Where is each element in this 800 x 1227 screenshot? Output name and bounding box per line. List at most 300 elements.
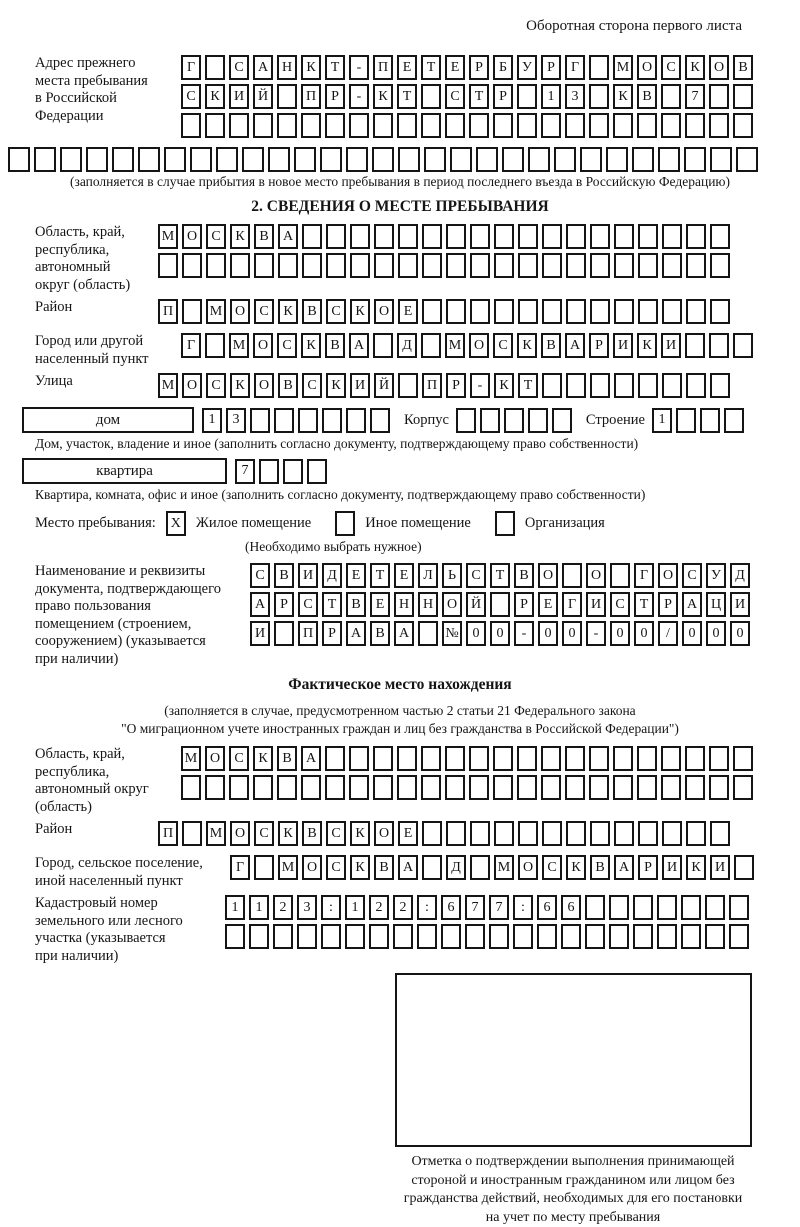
char-cell: /: [658, 621, 678, 646]
label-line: республика,: [35, 242, 158, 260]
char-cell: :: [513, 895, 533, 920]
korpus-grid: [456, 408, 576, 433]
char-cell: [230, 253, 250, 278]
char-cell: К: [278, 821, 298, 846]
char-cell: [326, 253, 346, 278]
char-cell: [470, 253, 490, 278]
prev-address-label: [0, 55, 181, 125]
char-cell: [259, 459, 279, 484]
char-cell: [249, 924, 269, 949]
char-cell: И: [662, 855, 682, 880]
char-cell: [298, 408, 318, 433]
char-cell: [8, 147, 30, 172]
char-cell: Н: [394, 592, 414, 617]
char-cell: [566, 821, 586, 846]
char-cell: Р: [446, 373, 466, 398]
char-cell: [469, 113, 489, 138]
char-cell: М: [206, 299, 226, 324]
char-cell: Р: [589, 333, 609, 358]
region-field: [0, 224, 800, 294]
char-cell: [734, 855, 754, 880]
char-cell: [590, 299, 610, 324]
char-cell: [470, 855, 490, 880]
char-cell: У: [706, 563, 726, 588]
char-cell: В: [374, 855, 394, 880]
char-cell: 6: [537, 895, 557, 920]
char-cell: Р: [469, 55, 489, 80]
char-cell: К: [566, 855, 586, 880]
char-cell: М: [206, 821, 226, 846]
char-cell: [86, 147, 108, 172]
char-cell: [321, 924, 341, 949]
label-line: Наименование и реквизиты: [35, 563, 250, 581]
char-cell: [369, 924, 389, 949]
char-cell: [307, 459, 327, 484]
char-cell: [302, 224, 322, 249]
char-cell: [205, 775, 225, 800]
char-cell: [445, 775, 465, 800]
char-cell: [493, 746, 513, 771]
char-cell: [450, 147, 472, 172]
char-cell: С: [445, 84, 465, 109]
char-cell: К: [301, 55, 321, 80]
char-cell: С: [302, 373, 322, 398]
char-cell: Е: [398, 299, 418, 324]
label-line: документа, подтверждающего: [35, 581, 250, 599]
char-cell: [566, 299, 586, 324]
actual-region-row-1: [181, 746, 757, 771]
char-cell: С: [277, 333, 297, 358]
confirmation-stamp-area: [395, 973, 752, 1147]
char-cell: О: [253, 333, 273, 358]
char-cell: В: [254, 224, 274, 249]
char-cell: [517, 84, 537, 109]
char-cell: [614, 224, 634, 249]
char-cell: [205, 55, 225, 80]
char-cell: [349, 113, 369, 138]
document-row-1: [250, 563, 754, 588]
char-cell: [182, 299, 202, 324]
char-cell: [422, 821, 442, 846]
char-cell: [302, 253, 322, 278]
char-cell: 1: [345, 895, 365, 920]
actual-district-grid: [158, 821, 734, 850]
char-cell: О: [230, 299, 250, 324]
char-cell: О: [469, 333, 489, 358]
char-cell: [205, 113, 225, 138]
char-cell: [398, 147, 420, 172]
char-cell: И: [613, 333, 633, 358]
char-cell: Е: [398, 821, 418, 846]
char-cell: Т: [325, 55, 345, 80]
char-cell: [733, 84, 753, 109]
char-cell: [398, 373, 418, 398]
char-cell: [585, 895, 605, 920]
char-cell: [565, 775, 585, 800]
char-cell: [528, 408, 548, 433]
char-cell: Ц: [706, 592, 726, 617]
char-cell: 0: [610, 621, 630, 646]
char-cell: [373, 775, 393, 800]
char-cell: А: [682, 592, 702, 617]
char-cell: [589, 84, 609, 109]
char-cell: К: [350, 855, 370, 880]
stroenie-label: Строение: [586, 412, 645, 429]
char-cell: Т: [370, 563, 390, 588]
char-cell: [661, 775, 681, 800]
char-cell: [638, 373, 658, 398]
char-cell: С: [326, 299, 346, 324]
char-cell: [326, 224, 346, 249]
char-cell: [710, 224, 730, 249]
char-cell: И: [350, 373, 370, 398]
house-row: [22, 407, 800, 433]
char-cell: [397, 113, 417, 138]
char-cell: [182, 821, 202, 846]
char-cell: Т: [634, 592, 654, 617]
char-cell: [502, 147, 524, 172]
char-cell: [470, 224, 490, 249]
region-row-1: [158, 224, 734, 249]
actual-district-row: [158, 821, 734, 846]
prev-address-overflow-row: [8, 147, 800, 172]
char-cell: [565, 113, 585, 138]
char-cell: [589, 775, 609, 800]
char-cell: [494, 253, 514, 278]
char-cell: О: [442, 592, 462, 617]
char-cell: О: [374, 821, 394, 846]
char-cell: И: [730, 592, 750, 617]
char-cell: [277, 113, 297, 138]
char-cell: М: [445, 333, 465, 358]
actual-location-title: Фактическое место нахождения: [0, 676, 800, 694]
char-cell: [250, 408, 270, 433]
char-cell: [301, 113, 321, 138]
char-cell: О: [709, 55, 729, 80]
char-cell: Г: [181, 333, 201, 358]
char-cell: Д: [730, 563, 750, 588]
char-cell: :: [417, 895, 437, 920]
char-cell: [566, 373, 586, 398]
char-cell: [470, 299, 490, 324]
char-cell: [662, 224, 682, 249]
char-cell: К: [517, 333, 537, 358]
char-cell: [254, 855, 274, 880]
char-cell: [685, 746, 705, 771]
char-cell: К: [373, 84, 393, 109]
char-cell: [274, 408, 294, 433]
char-cell: [181, 775, 201, 800]
char-cell: К: [637, 333, 657, 358]
char-cell: Т: [322, 592, 342, 617]
section2-title: 2. СВЕДЕНИЯ О МЕСТЕ ПРЕБЫВАНИЯ: [0, 198, 800, 216]
actual-region-grid: [181, 746, 757, 804]
char-cell: [733, 775, 753, 800]
char-cell: [493, 113, 513, 138]
char-cell: [681, 895, 701, 920]
char-cell: [566, 224, 586, 249]
page-side-note: Оборотная сторона первого листа: [0, 18, 742, 35]
char-cell: [590, 821, 610, 846]
char-cell: Р: [493, 84, 513, 109]
char-cell: И: [661, 333, 681, 358]
label-line: "О миграционном учете иностранных граждан и лиц без гражданства в Российской Федерации"): [0, 720, 800, 738]
stay-option-residential-checkbox: X: [166, 511, 186, 536]
char-cell: [518, 821, 538, 846]
char-cell: [325, 746, 345, 771]
char-cell: [182, 253, 202, 278]
char-cell: В: [302, 299, 322, 324]
label-line: Федерации: [35, 108, 181, 126]
char-cell: [614, 373, 634, 398]
char-cell: 7: [465, 895, 485, 920]
char-cell: [614, 253, 634, 278]
char-cell: [398, 253, 418, 278]
char-cell: О: [182, 224, 202, 249]
label-line: Область, край,: [35, 746, 181, 764]
char-cell: Д: [397, 333, 417, 358]
char-cell: [446, 299, 466, 324]
stay-option-other-checkbox: [335, 511, 355, 536]
char-cell: [374, 253, 394, 278]
char-cell: К: [253, 746, 273, 771]
char-cell: В: [637, 84, 657, 109]
label-line: Отметка о подтверждении выполнения принимающей: [373, 1153, 773, 1172]
char-cell: [273, 924, 293, 949]
char-cell: [541, 775, 561, 800]
char-cell: В: [274, 563, 294, 588]
document-row-2: [250, 592, 754, 617]
char-cell: [190, 147, 212, 172]
char-cell: 0: [730, 621, 750, 646]
char-cell: Г: [181, 55, 201, 80]
char-cell: Й: [466, 592, 486, 617]
char-cell: [253, 113, 273, 138]
char-cell: 1: [652, 408, 672, 433]
apartment-label-box: квартира: [22, 458, 227, 484]
label-line: Город, сельское поселение,: [35, 855, 230, 873]
char-cell: [637, 746, 657, 771]
char-cell: О: [230, 821, 250, 846]
char-cell: [613, 775, 633, 800]
char-cell: 2: [273, 895, 293, 920]
label-line: участка (указывается: [35, 930, 225, 948]
char-cell: [398, 224, 418, 249]
char-cell: О: [538, 563, 558, 588]
char-cell: [733, 113, 753, 138]
char-cell: [705, 895, 725, 920]
char-cell: [441, 924, 461, 949]
actual-city-field: [0, 855, 800, 890]
city-grid: [181, 333, 757, 362]
actual-city-grid: [230, 855, 758, 884]
char-cell: [465, 924, 485, 949]
char-cell: [494, 821, 514, 846]
char-cell: [393, 924, 413, 949]
label-line: республика,: [35, 764, 181, 782]
char-cell: Б: [493, 55, 513, 80]
char-cell: [606, 147, 628, 172]
char-cell: С: [229, 55, 249, 80]
char-cell: [724, 408, 744, 433]
char-cell: О: [518, 855, 538, 880]
stay-type-label: Место пребывания:: [35, 515, 156, 532]
char-cell: К: [613, 84, 633, 109]
char-cell: Е: [538, 592, 558, 617]
char-cell: 0: [562, 621, 582, 646]
char-cell: [729, 924, 749, 949]
char-cell: 2: [369, 895, 389, 920]
city-field: [0, 333, 800, 368]
char-cell: [709, 333, 729, 358]
char-cell: [445, 746, 465, 771]
stamp-caption: [373, 1153, 773, 1227]
char-cell: А: [346, 621, 366, 646]
char-cell: [661, 113, 681, 138]
char-cell: К: [230, 224, 250, 249]
char-cell: [34, 147, 56, 172]
char-cell: С: [661, 55, 681, 80]
char-cell: [346, 408, 366, 433]
char-cell: [445, 113, 465, 138]
char-cell: Е: [370, 592, 390, 617]
char-cell: [541, 113, 561, 138]
char-cell: К: [230, 373, 250, 398]
char-cell: [589, 55, 609, 80]
char-cell: В: [278, 373, 298, 398]
char-cell: [710, 373, 730, 398]
label-line: Район: [35, 299, 158, 317]
actual-region-row-2: [181, 775, 757, 800]
char-cell: [517, 113, 537, 138]
char-cell: -: [349, 84, 369, 109]
migration-form-back-page: [0, 18, 800, 1198]
char-cell: 0: [538, 621, 558, 646]
house-number-grid: [202, 408, 394, 433]
char-cell: [554, 147, 576, 172]
label-line: право пользования: [35, 598, 250, 616]
char-cell: [421, 775, 441, 800]
char-cell: С: [610, 592, 630, 617]
char-cell: Г: [230, 855, 250, 880]
char-cell: [518, 253, 538, 278]
char-cell: Т: [397, 84, 417, 109]
char-cell: [590, 373, 610, 398]
city-label: [0, 333, 181, 368]
prev-address-note: (заполняется в случае прибытия в новое место пребывания в период последнего въезда в Российскую Федерацию): [0, 174, 800, 190]
char-cell: О: [254, 373, 274, 398]
prev-address-row-1: [181, 55, 757, 80]
char-cell: [566, 253, 586, 278]
actual-region-field: [0, 746, 800, 816]
char-cell: М: [158, 224, 178, 249]
char-cell: [456, 408, 476, 433]
char-cell: [513, 924, 533, 949]
char-cell: [325, 113, 345, 138]
street-label: [0, 373, 158, 391]
char-cell: [229, 113, 249, 138]
char-cell: [422, 253, 442, 278]
char-cell: А: [349, 333, 369, 358]
stay-type-row: [35, 511, 800, 536]
char-cell: [542, 224, 562, 249]
char-cell: Р: [658, 592, 678, 617]
char-cell: [637, 113, 657, 138]
char-cell: Е: [346, 563, 366, 588]
char-cell: Д: [322, 563, 342, 588]
char-cell: [733, 746, 753, 771]
prev-address-row-2: [181, 84, 757, 109]
char-cell: [517, 775, 537, 800]
document-field: [0, 563, 800, 668]
char-cell: В: [733, 55, 753, 80]
char-cell: [470, 821, 490, 846]
apartment-row: [22, 458, 800, 484]
char-cell: [373, 333, 393, 358]
char-cell: [685, 775, 705, 800]
char-cell: [277, 84, 297, 109]
char-cell: [613, 746, 633, 771]
label-line: иной населенный пункт: [35, 873, 230, 891]
char-cell: [585, 924, 605, 949]
char-cell: [349, 746, 369, 771]
char-cell: 0: [466, 621, 486, 646]
char-cell: В: [541, 333, 561, 358]
char-cell: К: [301, 333, 321, 358]
district-row: [158, 299, 734, 324]
char-cell: А: [250, 592, 270, 617]
char-cell: [493, 775, 513, 800]
actual-district-field: [0, 821, 800, 850]
char-cell: [205, 333, 225, 358]
char-cell: [686, 299, 706, 324]
char-cell: [373, 113, 393, 138]
char-cell: К: [326, 373, 346, 398]
actual-location-note: [0, 702, 800, 738]
char-cell: [469, 775, 489, 800]
char-cell: С: [254, 821, 274, 846]
char-cell: [283, 459, 303, 484]
char-cell: 1: [541, 84, 561, 109]
char-cell: [565, 746, 585, 771]
char-cell: [589, 746, 609, 771]
char-cell: [686, 373, 706, 398]
cadastral-field: [0, 895, 800, 965]
char-cell: [164, 147, 186, 172]
char-cell: М: [613, 55, 633, 80]
char-cell: [181, 113, 201, 138]
char-cell: К: [278, 299, 298, 324]
char-cell: Г: [634, 563, 654, 588]
char-cell: М: [229, 333, 249, 358]
char-cell: С: [493, 333, 513, 358]
char-cell: О: [205, 746, 225, 771]
char-cell: [710, 299, 730, 324]
char-cell: [417, 924, 437, 949]
char-cell: Н: [277, 55, 297, 80]
char-cell: [661, 84, 681, 109]
char-cell: О: [586, 563, 606, 588]
stay-option-organization-checkbox: [495, 511, 515, 536]
char-cell: [216, 147, 238, 172]
char-cell: 7: [235, 459, 255, 484]
char-cell: [397, 775, 417, 800]
label-line: Город или другой: [35, 333, 181, 351]
label-line: Район: [35, 821, 158, 839]
char-cell: [494, 224, 514, 249]
char-cell: С: [298, 592, 318, 617]
char-cell: С: [206, 373, 226, 398]
